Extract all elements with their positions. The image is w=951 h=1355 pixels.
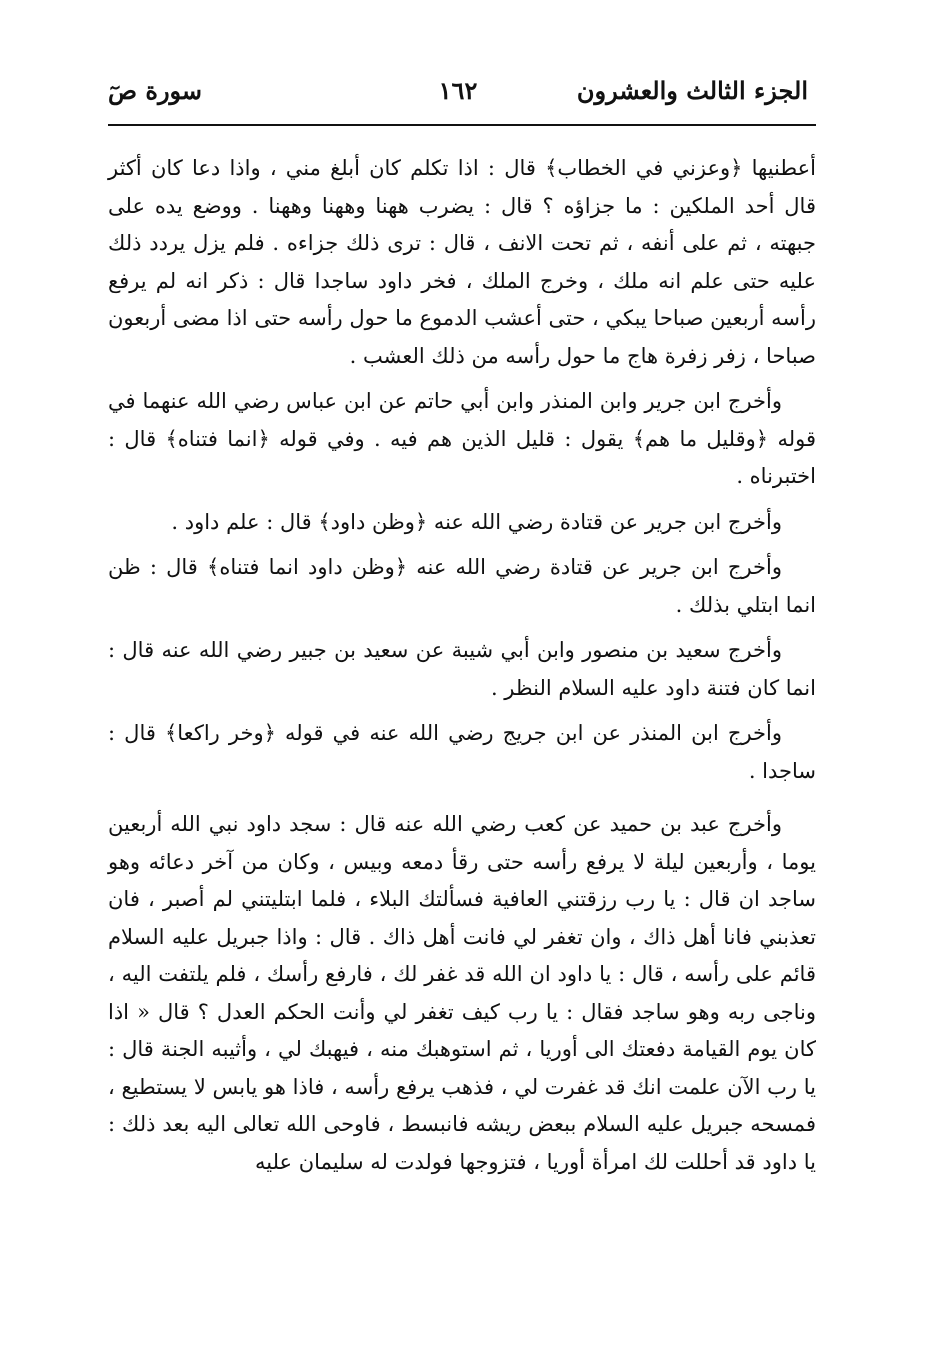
page-number: ١٦٢ xyxy=(438,76,478,105)
page-body xyxy=(108,150,816,1189)
paragraph-4: وأخرج ابن جرير عن قتادة رضي الله عنه ﴿وظن داود انما فتناه﴾ قال : ظن انما ابتلي بذلك . xyxy=(108,555,816,617)
paragraph-1: أعطنيها ﴿وعزني في الخطاب﴾ قال : اذا تكلم كان أبلغ مني ، واذا دعا كان أكثر قال أحد الملكين : ما جزاؤه ؟ قال : يضرب ههنا وههنا وههنا . ووضع يده على جبهته ، ثم على أنفه ، ثم تحت الانف ، قال : ترى ذلك جزاءه . فلم يزل يردد ذلك عليه حتى علم انه ملك ، وخرج الملك ، فخر داود ساجدا قال : ذكر انه لم يرفع رأسه أربعين صباحا يبكي ، حتى أعشب الدموع ما حول رأسه حتى اذا مضى أربعون صباحا ، زفر زفرة هاج ما حول رأسه من ذلك العشب . xyxy=(108,156,816,368)
paragraph-6: وأخرج ابن المنذر عن ابن جريج رضي الله عنه في قوله ﴿وخر راكعا﴾ قال : ساجدا . xyxy=(108,721,816,783)
part-title: الجزء الثالث والعشرون xyxy=(576,76,808,105)
paragraph-5: وأخرج سعيد بن منصور وابن أبي شيبة عن سعيد بن جبير رضي الله عنه قال : انما كان فتنة داود عليه السلام النظر . xyxy=(108,638,816,700)
paragraph-2: وأخرج ابن جرير وابن المنذر وابن أبي حاتم عن ابن عباس رضي الله عنهما في قوله ﴿وقليل ما هم﴾ يقول : قليل الذين هم فيه . وفي قوله ﴿انما فتناه﴾ قال : اختبرناه . xyxy=(108,389,816,488)
surah-title: سورة صٓ xyxy=(108,76,203,105)
paragraph-7: وأخرج عبد بن حميد عن كعب رضي الله عنه قال : سجد داود نبي الله أربعين يوما ، وأربعين ليلة لا يرفع رأسه حتى رقأ دمعه وبيس ، وكان من آخر دعائه وهو ساجد ان قال : يا رب رزقتني العافية فسألتك البلاء ، فلما ابتليتني لم أصبر ، فان تعذبني فانا أهل ذاك ، وان تغفر لي فانت أهل ذاك . قال : واذا جبريل عليه السلام قائم على رأسه ، قال : يا داود ان الله قد غفر لك ، فارفع رأسك ، فلم يلتفت اليه ، وناجى ربه وهو ساجد فقال : يا رب كيف تغفر لي وأنت الحكم العدل ؟ قال « اذا كان يوم القيامة دفعتك الى أوريا ، ثم استوهبك منه ، فيهبك لي ، وأثيبه الجنة قال : يا رب الآن علمت انك قد غفرت لي ، فذهب يرفع رأسه ، فاذا هو يابس لا يستطيع ، فمسحه جبريل عليه السلام ببعض ريشه فانبسط ، فاوحى الله تعالى اليه بعد ذلك : يا داود قد أحللت لك امرأة أوريا ، فتزوجها فولدت له سليمان عليه xyxy=(108,812,816,1174)
paragraph-3: وأخرج ابن جرير عن قتادة رضي الله عنه ﴿وظن داود﴾ قال : علم داود . xyxy=(171,509,782,534)
page-header xyxy=(108,70,808,118)
header-rule xyxy=(108,124,816,126)
